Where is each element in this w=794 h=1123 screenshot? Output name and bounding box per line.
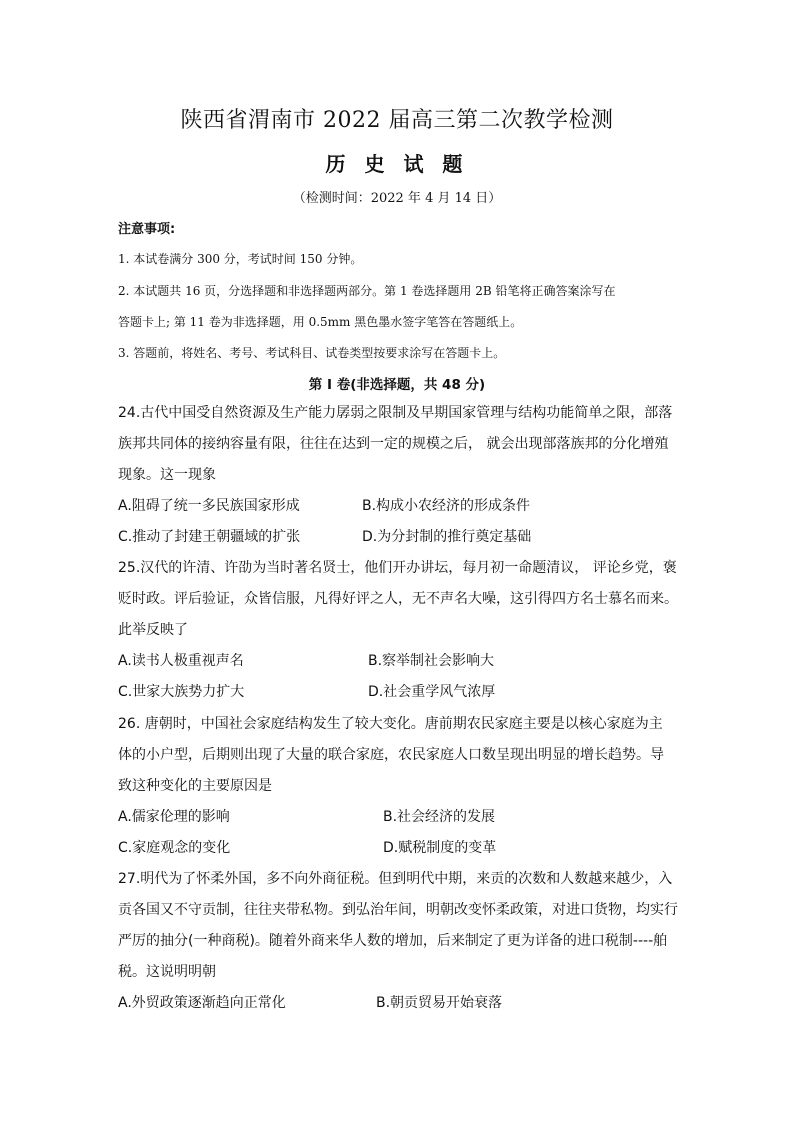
- option-row: [118, 491, 680, 522]
- option-b: B.朝贡贸易开始衰落: [376, 995, 503, 1011]
- subject-title: 历 史 试 题: [325, 152, 469, 176]
- notice-item: 2. 本试题共 16 页，分选择题和非选择题两部分。第 1 卷选择题用 2B 铅笔将正确答案涂写在: [118, 284, 616, 298]
- option-d: D.赋税制度的变革: [383, 840, 497, 856]
- exam-title: 陕西省渭南市 2022 届高三第二次教学检测: [180, 108, 614, 133]
- question-24: [118, 398, 680, 553]
- question-25: [118, 553, 680, 708]
- question-text-line: 贡各国又不守贡制，往往夹带私物。到弘治年间，明朝改变怀柔政策，对进口货物，均实行: [118, 902, 678, 918]
- question-text-line: 税。这说明明朝: [118, 964, 216, 980]
- option-a: A.读书人极重视声名: [118, 653, 244, 669]
- option-row: [118, 833, 680, 864]
- notice-item: 答题卡上; 第 11 卷为非选择题，用 0.5mm 黑色墨水签字笔答在答题纸上。: [118, 315, 523, 329]
- option-row: [118, 677, 680, 708]
- question-text-line: 24.古代中国受自然资源及生产能力孱弱之限制及早期国家管理与结构功能简单之限，部落: [118, 405, 673, 421]
- notice-item: 1. 本试卷满分 300 分，考试时间 150 分钟。: [118, 252, 363, 266]
- option-b: B.察举制社会影响大: [368, 653, 495, 669]
- option-a: A.儒家伦理的影响: [118, 809, 230, 825]
- option-b: B.社会经济的发展: [383, 809, 496, 825]
- option-a: A.阻碍了统一多民族国家形成: [118, 498, 300, 514]
- question-text-line: 贬时政。评后验证，众皆信服，凡得好评之人，无不声名大噪，这引得四方名士慕名而来。: [118, 591, 678, 607]
- question-text-line: 现象。这一现象: [118, 467, 216, 483]
- option-row: [118, 988, 680, 1019]
- question-text-line: 26. 唐朝时，中国社会家庭结构发生了较大变化。唐前期农民家庭主要是以核心家庭为主: [118, 716, 663, 732]
- option-row: [118, 646, 680, 677]
- option-b: B.构成小农经济的形成条件: [362, 498, 531, 514]
- question-text-line: 致这种变化的主要原因是: [118, 778, 272, 794]
- question-27: [118, 864, 680, 1019]
- question-text-line: 此举反映了: [118, 622, 188, 638]
- notice-item: 3. 答题前，将姓名、考号、考试科目、试卷类型按要求涂写在答题卡上。: [118, 346, 506, 360]
- option-d: D.社会重学风气浓厚: [368, 684, 496, 700]
- option-d: D.为分封制的推行奠定基础: [362, 529, 532, 545]
- question-text-line: 25.汉代的许清、许劭为当时著名贤士，他们开办讲坛，每月初一命题清议， 评论乡党，褒: [118, 560, 677, 576]
- question-text-line: 体的小户型，后期则出现了大量的联合家庭，农民家庭人口数呈现出明显的增长趋势。导: [118, 747, 664, 763]
- question-text-line: 严厉的抽分(一种商税)。随着外商来华人数的增加，后来制定了更为详备的进口税制----舶: [118, 933, 668, 949]
- option-row: [118, 802, 680, 833]
- question-text-line: 27.明代为了怀柔外国，多不向外商征税。但到明代中期，来贡的次数和人数越来越少，入: [118, 871, 673, 887]
- option-c: C.家庭观念的变化: [118, 840, 231, 856]
- question-26: [118, 709, 680, 864]
- question-text-line: 族邦共同体的接纳容量有限，往往在达到一定的规模之后， 就会出现部落族邦的分化增殖: [118, 436, 669, 452]
- section-title: 第 I 卷(非选择题，共 48 分): [308, 377, 486, 393]
- option-a: A.外贸政策逐渐趋向正常化: [118, 995, 286, 1011]
- option-row: [118, 522, 680, 553]
- exam-date: （检测时间：2022 年 4 月 14 日）: [292, 191, 502, 206]
- option-c: C.推动了封建王朝疆域的扩张: [118, 529, 301, 545]
- notice-heading: 注意事项:: [118, 222, 176, 237]
- option-c: C.世家大族势力扩大: [118, 684, 245, 700]
